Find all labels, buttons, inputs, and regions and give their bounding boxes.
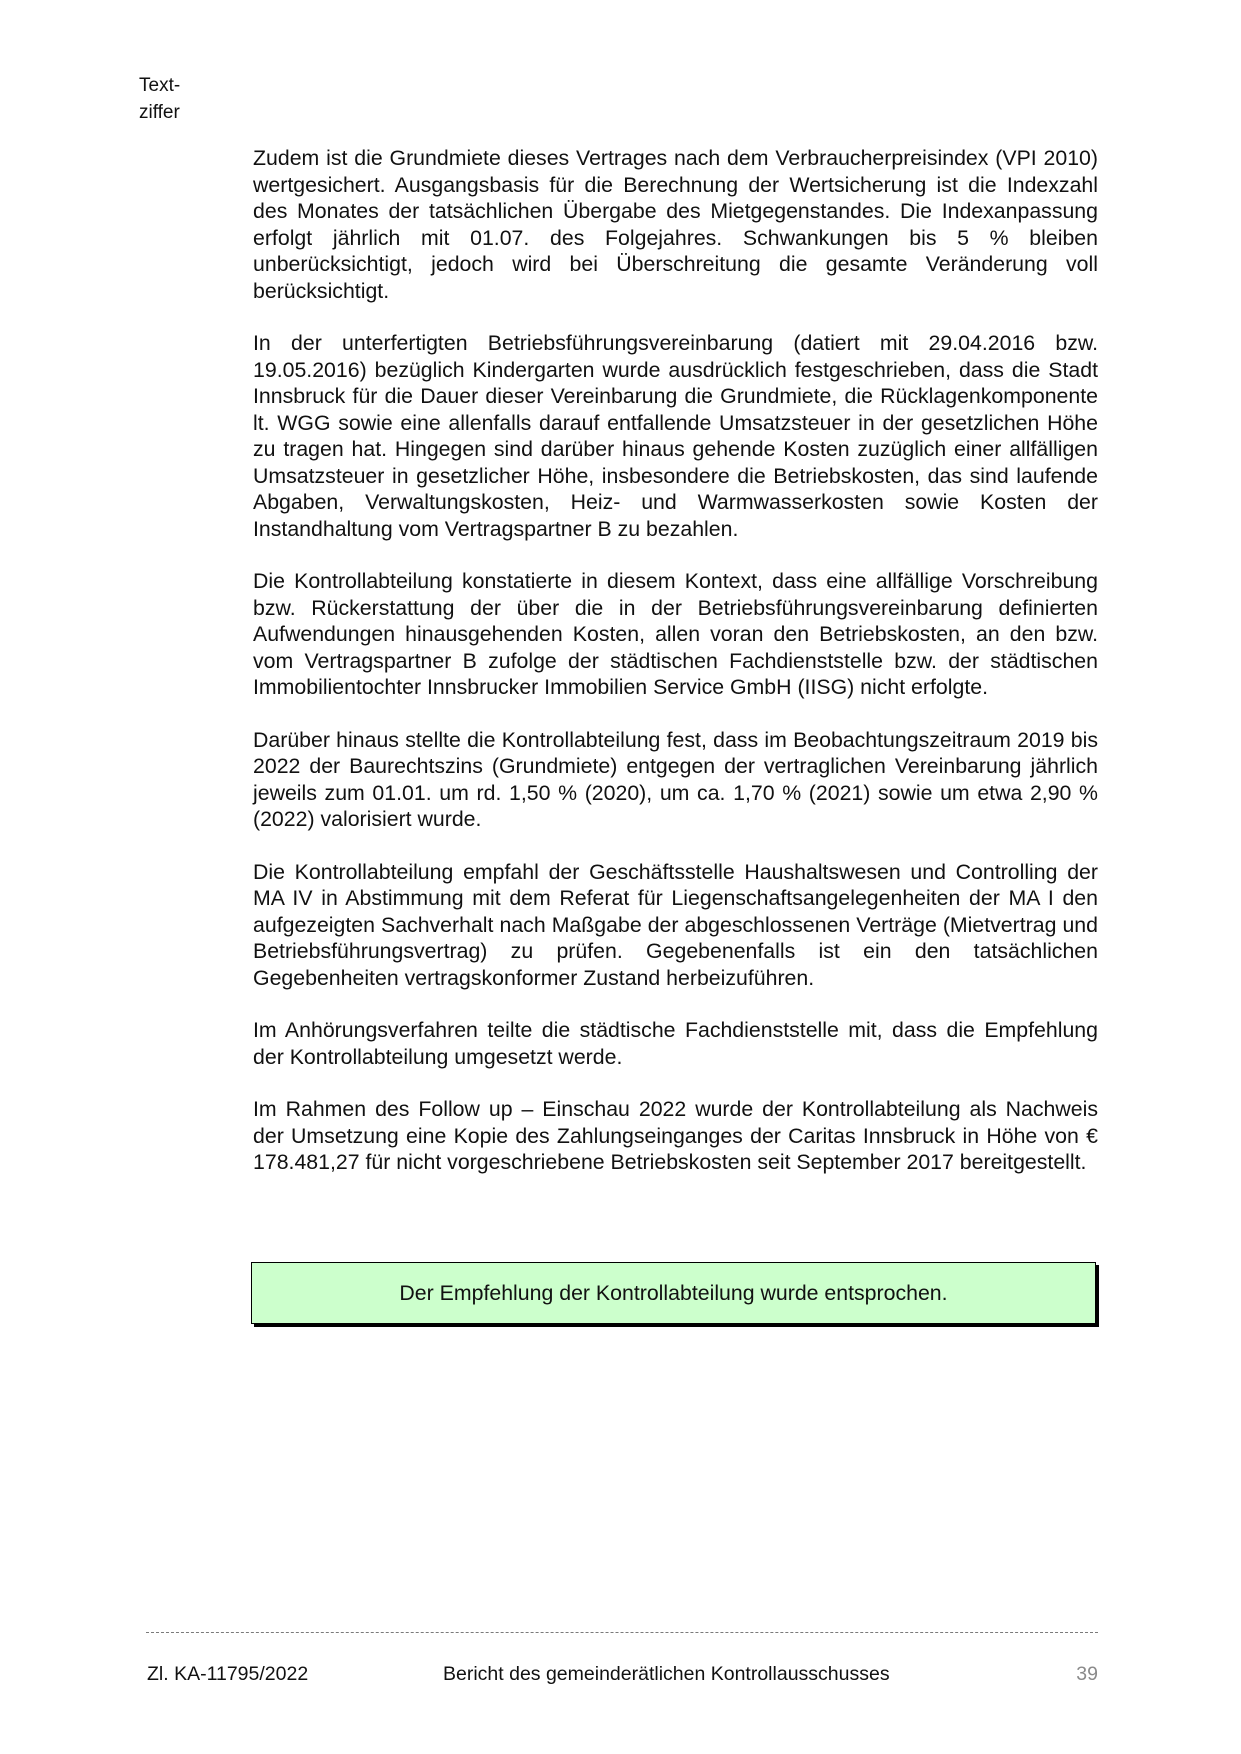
paragraph-index-adjustment: Zudem ist die Grundmiete dieses Vertrages nach dem Verbraucherpreisindex (VPI 2010) wertgesichert. Ausgangsbasis für die Berechnung der Wertsicherung ist die Indexzahl des Monates der tatsächlichen Übergabe des Mietgegenstandes. Die Indexanpassung erfolgt jährlich mit 01.07. des Folgejahres. Schwankungen bis 5 % bleiben unberücksichtigt, jedoch wird bei Überschreitung die gesamte Veränderung voll berücksichtigt. [253,146,1098,303]
footer-page-number: 39 [1076,1663,1098,1685]
paragraph-follow-up: Im Rahmen des Follow up – Einschau 2022 wurde der Kontrollabteilung als Nachweis der Umsetzung eine Kopie des Zahlungseinganges der Caritas Innsbruck in Höhe von € 178.481,27 für nicht vorgeschriebene Betriebskosten seit September 2017 bereitgestellt. [253,1097,1098,1174]
paragraph-operating-agreement: In der unterfertigten Betriebsführungsvereinbarung (datiert mit 29.04.2016 bzw. 19.05.2016) bezüglich Kindergarten wurde ausdrücklich festgeschrieben, dass die Stadt Innsbruck für die Dauer dieser Vereinbarung die Grundmiete, die Rücklagenkomponente lt. WGG sowie eine allenfalls darauf entfallende Umsatzsteuer in der gesetzlichen Höhe zu tragen hat. Hingegen sind darüber hinaus gehende Kosten zuzüglich einer allfälligen Umsatzsteuer in gesetzlicher Höhe, insbesondere die Betriebskosten, das sind laufende Abgaben, Verwaltungskosten, Heiz- und Warmwasserkosten sowie Kosten der Instandhaltung vom Vertragspartner B zu bezahlen. [253,331,1098,541]
paragraph-recommendation: Die Kontrollabteilung empfahl der Geschäftsstelle Haushaltswesen und Controlling der MA IV in Abstimmung mit dem Referat für Liegenschaftsangelegenheiten der MA I den aufgezeigten Sachverhalt nach Maßgabe der abgeschlossenen Verträge (Mietvertrag und Betriebsführungsvertrag) zu prüfen. Gegebenenfalls ist ein den tatsächlichen Gegebenheiten vertragskonformer Zustand herbeizuführen. [253,859,1098,990]
footer-reference-number: Zl. KA-11795/2022 [147,1663,309,1685]
body-text [253,145,1098,1202]
page-footer [147,1661,1098,1687]
recommendation-status-text: Der Empfehlung der Kontrollabteilung wurde entsprochen. [399,1280,948,1305]
paragraph-findings-costs: Die Kontrollabteilung konstatierte in diesem Kontext, dass eine allfällige Vorschreibung bzw. Rückerstattung der über die in der Betriebsführungsvereinbarung definierten Aufwendungen hinausgehenden Kosten, allen voran den Betriebskosten, an den bzw. vom Vertragspartner B zufolge der städtischen Fachdienststelle bzw. der städtischen Immobilientochter Innsbrucker Immobilien Service GmbH (IISG) nicht erfolgte. [253,569,1098,699]
margin-label-line-1: Text- [139,75,181,96]
footer-divider [146,1632,1098,1633]
paragraph-hearing: Im Anhörungsverfahren teilte die städtische Fachdienststelle mit, dass die Empfehlung der Kontrollabteilung umgesetzt werde. [253,1018,1098,1069]
margin-label-line-2: ziffer [139,102,180,123]
recommendation-status-box [251,1262,1096,1324]
margin-label-textziffer [139,72,180,126]
footer-report-title: Bericht des gemeinderätlichen Kontrollausschusses [443,1663,890,1685]
paragraph-findings-valorisation: Darüber hinaus stellte die Kontrollabteilung fest, dass im Beobachtungszeitraum 2019 bis 2022 der Baurechtszins (Grundmiete) entgegen der vertraglichen Vereinbarung jährlich jeweils zum 01.01. um rd. 1,50 % (2020), um ca. 1,70 % (2021) sowie um etwa 2,90 % (2022) valorisiert wurde. [253,727,1098,831]
